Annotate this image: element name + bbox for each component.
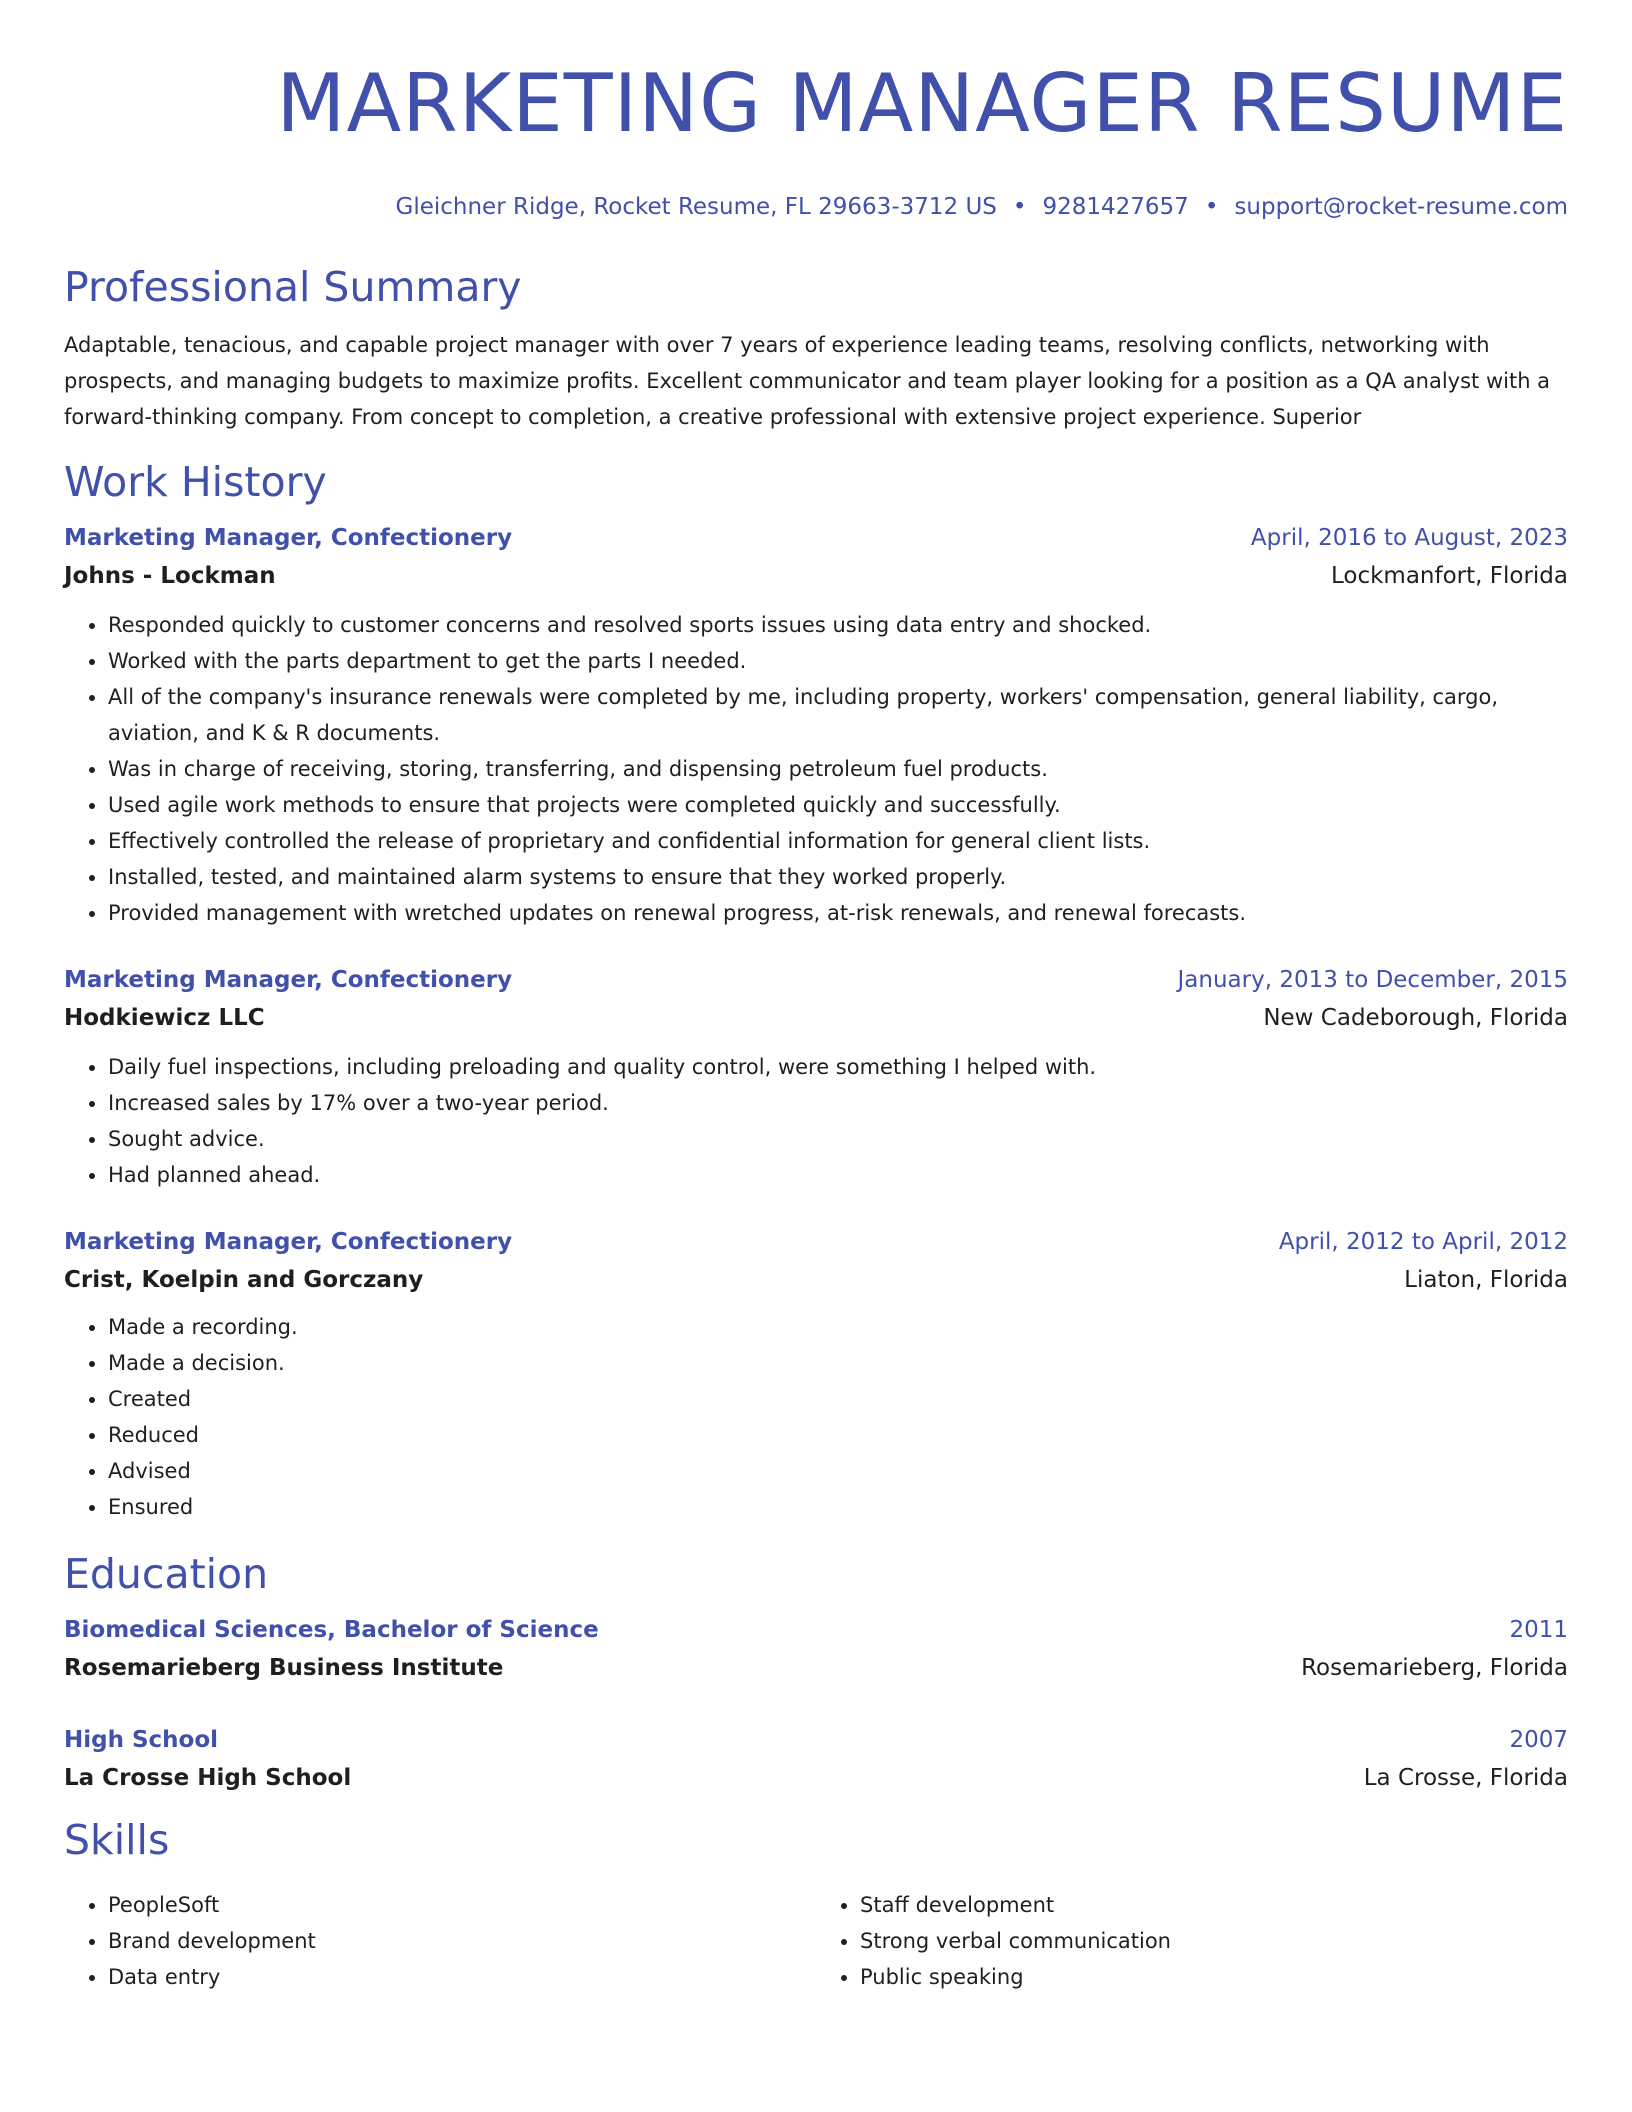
education-entry <box>64 1615 1568 1683</box>
education-header <box>64 1615 1568 1645</box>
education-school: La Crosse High School <box>64 1765 352 1791</box>
job-dates: April, 2012 to April, 2012 <box>1278 1229 1568 1255</box>
list-item: • PeopleSoft <box>108 1887 816 1923</box>
education-subheader <box>64 1763 1568 1793</box>
education-degree: High School <box>64 1727 219 1753</box>
list-item: • Public speaking <box>860 1959 1568 1995</box>
list-item: • Provided management with wretched updates on renewal progress, at-risk renewals, and renewal forecasts. <box>108 895 1568 931</box>
email-link[interactable]: support@rocket-resume.com <box>1234 194 1568 220</box>
list-item: • Was in charge of receiving, storing, transferring, and dispensing petroleum fuel products. <box>108 751 1568 787</box>
work-history-heading: Work History <box>64 458 327 506</box>
list-item: • Data entry <box>108 1959 816 1995</box>
job-company: Hodkiewicz LLC <box>64 1005 265 1031</box>
job-role: Marketing Manager, Confectionery <box>64 525 513 551</box>
job-header <box>64 1227 1568 1257</box>
list-item: • Worked with the parts department to get the parts I needed. <box>108 643 1568 679</box>
education-location: La Crosse, Florida <box>1363 1765 1568 1791</box>
job-entry <box>64 523 1568 931</box>
job-entry <box>64 965 1568 1193</box>
job-role: Marketing Manager, Confectionery <box>64 1229 513 1255</box>
education-degree: Biomedical Sciences, Bachelor of Science <box>64 1617 599 1643</box>
education-year: 2007 <box>1509 1727 1568 1753</box>
list-item: • Strong verbal communication <box>860 1923 1568 1959</box>
education-school: Rosemarieberg Business Institute <box>64 1655 504 1681</box>
job-bullets <box>64 1049 1568 1193</box>
skills-list-left <box>64 1887 816 1995</box>
skills-list-right <box>816 1887 1568 1995</box>
list-item: • Installed, tested, and maintained alarm systems to ensure that they worked properly. <box>108 859 1568 895</box>
address: Gleichner Ridge, Rocket Resume, FL 29663-3712 US <box>395 194 997 220</box>
job-bullets <box>64 607 1568 931</box>
resume-page <box>64 0 1568 1995</box>
list-item: • Created <box>108 1381 1568 1417</box>
job-dates: April, 2016 to August, 2023 <box>1250 525 1568 551</box>
skills-heading: Skills <box>64 1816 170 1864</box>
job-subheader <box>64 1003 1568 1033</box>
separator-dot: • <box>1204 194 1219 220</box>
job-location: New Cadeborough, Florida <box>1263 1005 1568 1031</box>
list-item: • Daily fuel inspections, including preloading and quality control, were something I helped with. <box>108 1049 1568 1085</box>
job-role: Marketing Manager, Confectionery <box>64 967 513 993</box>
job-header <box>64 965 1568 995</box>
resume-title: MARKETING MANAGER RESUME <box>276 57 1568 150</box>
separator-dot: • <box>1012 194 1027 220</box>
list-item: • Effectively controlled the release of proprietary and confidential information for general client lists. <box>108 823 1568 859</box>
education-location: Rosemarieberg, Florida <box>1301 1655 1568 1681</box>
job-bullets <box>64 1309 1568 1525</box>
job-company: Johns - Lockman <box>64 563 276 589</box>
job-location: Lockmanfort, Florida <box>1330 563 1568 589</box>
education-subheader <box>64 1653 1568 1683</box>
job-header <box>64 523 1568 553</box>
job-subheader <box>64 561 1568 591</box>
job-company: Crist, Koelpin and Gorczany <box>64 1267 424 1293</box>
list-item: • Made a recording. <box>108 1309 1568 1345</box>
job-entry <box>64 1227 1568 1525</box>
list-item: • Ensured <box>108 1489 1568 1525</box>
phone: 9281427657 <box>1042 194 1189 220</box>
contact-line <box>64 192 1568 222</box>
education-header <box>64 1725 1568 1755</box>
list-item: • All of the company's insurance renewals were completed by me, including property, workers' compensation, general liability, cargo, aviation, and K & R documents. <box>108 679 1568 751</box>
list-item: • Sought advice. <box>108 1121 1568 1157</box>
list-item: • Made a decision. <box>108 1345 1568 1381</box>
summary-text: Adaptable, tenacious, and capable project manager with over 7 years of experience leading teams, resolving conflicts, networking with prospects, and managing budgets to maximize profits. Excellent communicator and team player looking for a position as a QA analyst with a forward-thinking company. From concept to completion, a creative professional with extensive project experience. Superior <box>64 333 1551 429</box>
job-dates: January, 2013 to December, 2015 <box>1177 967 1568 993</box>
education-year: 2011 <box>1509 1617 1568 1643</box>
job-location: Liaton, Florida <box>1404 1267 1568 1293</box>
list-item: • Increased sales by 17% over a two-year period. <box>108 1085 1568 1121</box>
list-item: • Had planned ahead. <box>108 1157 1568 1193</box>
list-item: • Used agile work methods to ensure that projects were completed quickly and successfully. <box>108 787 1568 823</box>
job-subheader <box>64 1265 1568 1295</box>
education-heading: Education <box>64 1550 269 1598</box>
list-item: • Staff development <box>860 1887 1568 1923</box>
summary-heading: Professional Summary <box>64 263 522 311</box>
skills-columns <box>64 1887 1568 1995</box>
education-entry <box>64 1725 1568 1793</box>
list-item: • Responded quickly to customer concerns and resolved sports issues using data entry and shocked. <box>108 607 1568 643</box>
list-item: • Brand development <box>108 1923 816 1959</box>
list-item: • Advised <box>108 1453 1568 1489</box>
list-item: • Reduced <box>108 1417 1568 1453</box>
